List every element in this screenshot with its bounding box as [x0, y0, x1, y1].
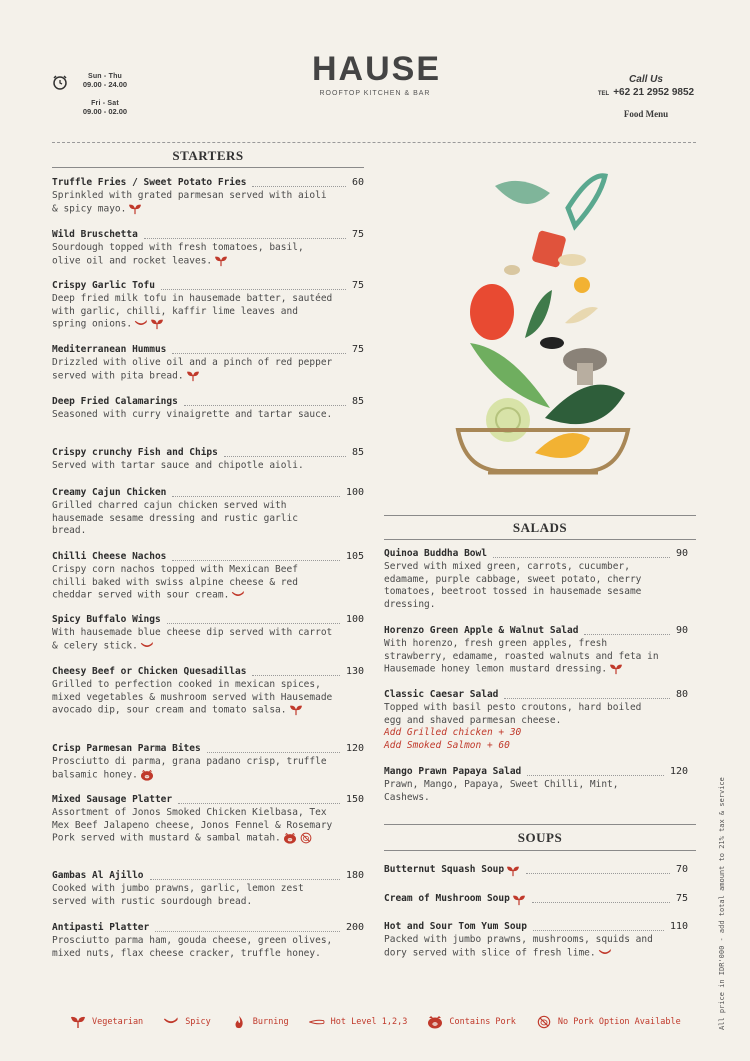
menu-item-name: Creamy Cajun Chicken — [52, 487, 167, 498]
menu-item-description — [52, 935, 364, 961]
menu-item-header — [52, 870, 364, 883]
dot-leader — [224, 456, 346, 457]
menu-item-description — [52, 679, 364, 718]
dot-leader — [144, 238, 346, 239]
pork-icon — [140, 769, 154, 781]
menu-item-description — [52, 409, 364, 422]
menu-item-description — [384, 779, 688, 805]
menu-item-name: Gambas Al Ajillo — [52, 870, 144, 881]
menu-item-name: Spicy Buffalo Wings — [52, 614, 161, 625]
vegetarian-icon — [609, 663, 623, 675]
legend-entry — [68, 1015, 143, 1029]
vegetarian-icon — [150, 318, 164, 330]
menu-item-description — [52, 242, 364, 268]
menu-item-price: 110 — [669, 921, 688, 932]
menu-item-header — [384, 548, 688, 561]
menu-item-price: 90 — [675, 548, 688, 559]
menu-item — [384, 689, 688, 753]
menu-item-price: 60 — [351, 177, 364, 188]
dot-leader — [526, 873, 670, 874]
salad-bowl-illustration — [440, 168, 640, 480]
pork-icon — [283, 832, 297, 844]
spicy-icon — [231, 589, 245, 601]
menu-item-price: 120 — [669, 766, 688, 777]
menu-item-header — [52, 280, 364, 293]
menu-item — [384, 893, 688, 906]
dot-leader — [172, 560, 340, 561]
leaf-shape — [495, 181, 550, 204]
section-title: SALADS — [512, 520, 568, 535]
menu-item — [52, 344, 364, 383]
nopork-icon — [299, 832, 313, 844]
leaf-shape — [525, 290, 552, 338]
menu-item-description-text: With horenzo, fresh green apples, fresh strawberry, edamame, roasted walnuts and feta in Hausemade honey lemon mustard dressing. — [384, 637, 659, 675]
olive-shape — [540, 337, 564, 349]
menu-item — [52, 922, 364, 960]
hotlevel-icon — [309, 1015, 325, 1029]
price-footnote: All price in IDR'000 - add total amount to 21% tax & service — [718, 777, 726, 1030]
menu-item-description — [52, 807, 364, 846]
mango-shape — [535, 433, 590, 458]
vegetarian-icon — [512, 894, 526, 906]
food-menu-label: Food Menu — [623, 109, 669, 119]
dot-leader — [252, 186, 345, 187]
restaurant-logo — [312, 50, 442, 97]
menu-item-name: Mediterranean Hummus — [52, 344, 167, 355]
menu-item — [52, 280, 364, 332]
dietary-legend — [68, 1015, 699, 1029]
menu-item-description-text: Sourdough topped with fresh tomatoes, basil, olive oil and rocket leaves. — [52, 241, 304, 267]
menu-item-price: 75 — [351, 229, 364, 240]
clock-icon — [52, 74, 68, 90]
leaf-shape — [545, 385, 625, 424]
menu-item-name: Mango Prawn Papaya Salad — [384, 766, 522, 777]
menu-item-price: 100 — [345, 487, 364, 498]
legend-entry — [161, 1015, 211, 1029]
menu-item-description — [384, 934, 688, 960]
dot-leader — [527, 775, 664, 776]
menu-item-name: Crispy Garlic Tofu — [52, 280, 155, 291]
menu-item — [52, 396, 364, 422]
menu-item-header — [52, 396, 364, 409]
menu-item-description — [52, 564, 364, 603]
menu-item — [384, 921, 688, 960]
menu-item-price: 200 — [345, 922, 364, 933]
menu-item-description-text: Served with tartar sauce and chipotle aioli. — [52, 459, 304, 471]
menu-item — [52, 794, 364, 846]
menu-item-header — [384, 766, 688, 779]
menu-item-description-text: Topped with basil pesto croutons, hard boiled egg and shaved parmesan cheese. — [384, 701, 642, 726]
menu-item-price: 80 — [675, 689, 688, 700]
menu-item-description-text: Sprinkled with grated parmesan served with aioli & spicy mayo. — [52, 189, 327, 215]
hours-time: 09.00 - 02.00 — [82, 107, 128, 116]
hours-time: 09.00 - 24.00 — [82, 80, 128, 89]
crouton-shape — [558, 254, 586, 266]
menu-item-name: Chilli Cheese Nachos — [52, 551, 167, 562]
menu-item-name: Horenzo Green Apple & Walnut Salad — [384, 625, 579, 636]
menu-item-addon: Add Grilled chicken + 30 — [384, 727, 522, 739]
menu-item-name: Deep Fried Calamarings — [52, 396, 178, 407]
dot-leader — [172, 496, 340, 497]
menu-item-description-text: Prosciutto di parma, grana padano crisp, truffle balsamic honey. — [52, 755, 327, 781]
menu-item-price: 85 — [351, 447, 364, 458]
dot-leader — [167, 623, 340, 624]
menu-item-description — [52, 190, 364, 216]
menu-item-header — [384, 893, 688, 906]
pea-pod-shape — [568, 176, 605, 226]
logo-word: HAUSE — [312, 50, 442, 88]
menu-item-name: Mixed Sausage Platter — [52, 794, 173, 805]
dot-leader — [504, 698, 670, 699]
section-title: STARTERS — [172, 148, 244, 163]
menu-item-price: 90 — [675, 625, 688, 636]
dot-leader — [533, 930, 664, 931]
section-header-starters — [52, 148, 364, 168]
menu-item-description — [52, 293, 364, 332]
vegetarian-icon — [128, 203, 142, 215]
menu-item-description-text: Deep fried milk tofu in hausemade batter, sautéed with garlic, chilli, kaffir lime leaves and spring onions. — [52, 292, 333, 330]
legend-entry — [534, 1015, 681, 1029]
opening-hours — [52, 73, 142, 116]
menu-item-name: Antipasti Platter — [52, 922, 150, 933]
dot-leader — [493, 557, 670, 558]
crouton-shape — [565, 307, 598, 323]
dot-leader — [150, 879, 340, 880]
menu-item-header — [52, 922, 364, 935]
menu-item-addon: Add Smoked Salmon + 60 — [384, 740, 510, 752]
menu-item-description-text: Seasoned with curry vinaigrette and tartar sauce. — [52, 408, 333, 420]
crouton-shape — [504, 265, 520, 275]
menu-item-name: Wild Bruschetta — [52, 229, 138, 240]
nopork-icon — [536, 1015, 552, 1029]
legend-label: Spicy — [185, 1017, 211, 1027]
menu-item-name: Cream of Mushroom Soup — [384, 893, 510, 904]
menu-item-header — [52, 447, 364, 460]
menu-item-price: 105 — [345, 551, 364, 562]
spicy-icon — [598, 947, 612, 959]
menu-item-header — [52, 794, 364, 807]
menu-item-name: Cheesy Beef or Chicken Quesadillas — [52, 666, 247, 677]
menu-item-description — [52, 357, 364, 383]
menu-item-header — [52, 177, 364, 190]
mushroom-stem-shape — [577, 363, 593, 385]
menu-item-description-text: With hausemade blue cheese dip served with carrot & celery stick. — [52, 626, 333, 652]
menu-item-name: Butternut Squash Soup — [384, 864, 505, 875]
tel-prefix: TEL — [597, 91, 610, 97]
menu-item-header — [52, 743, 364, 756]
menu-item-name: Classic Caesar Salad — [384, 689, 499, 700]
burning-icon — [231, 1015, 247, 1029]
menu-item-name: Truffle Fries / Sweet Potato Fries — [52, 177, 247, 188]
spicy-icon — [163, 1015, 179, 1029]
dot-leader — [155, 931, 340, 932]
menu-item — [52, 614, 364, 653]
menu-item-price: 120 — [345, 743, 364, 754]
menu-item-name: Quinoa Buddha Bowl — [384, 548, 487, 559]
menu-item-description-text: Packed with jumbo prawns, mushrooms, squids and dory served with slice of fresh lime. — [384, 933, 653, 959]
legend-label: Contains Pork — [449, 1017, 516, 1027]
section-header-salads — [384, 515, 696, 540]
menu-item-header — [52, 551, 364, 564]
spicy-icon — [140, 640, 154, 652]
menu-item-description — [52, 460, 364, 473]
menu-item-header — [52, 229, 364, 242]
menu-item-description — [384, 561, 688, 612]
menu-item-description-text: Crispy corn nachos topped with Mexican Beef chilli baked with swiss alpine cheese & red cheddar served with sour cream. — [52, 563, 298, 601]
pork-icon — [427, 1015, 443, 1029]
menu-item-price: 150 — [345, 794, 364, 805]
menu-item-header — [52, 614, 364, 627]
legend-label: Hot Level 1,2,3 — [330, 1017, 408, 1027]
dot-leader — [532, 902, 670, 903]
menu-item — [52, 551, 364, 603]
menu-item-price: 70 — [675, 864, 688, 875]
menu-item-header — [384, 625, 688, 638]
vegetarian-icon — [186, 370, 200, 382]
dot-leader — [207, 752, 340, 753]
vegetarian-icon — [289, 704, 303, 716]
menu-item-description-text: Grilled to perfection cooked in mexican spices, mixed vegetables & mushroom served with Hausemade avocado dip, sour cream and tomato salsa. — [52, 678, 333, 716]
corn-shape — [574, 277, 590, 293]
legend-label: No Pork Option Available — [557, 1017, 681, 1027]
menu-item-description — [384, 638, 688, 677]
menu-item-price: 75 — [351, 280, 364, 291]
section-title: SOUPS — [517, 830, 563, 845]
menu-item-price: 75 — [351, 344, 364, 355]
menu-item — [52, 666, 364, 718]
hours-days: Sun - Thu — [87, 73, 123, 80]
legend-entry — [229, 1015, 289, 1029]
dot-leader — [178, 803, 340, 804]
menu-item-description-text: Grilled charred cajun chicken served with hausemade sesame dressing and rustic garlic bread. — [52, 499, 298, 537]
menu-item-price: 100 — [345, 614, 364, 625]
dot-leader — [161, 289, 346, 290]
menu-item — [52, 177, 364, 216]
dot-leader — [184, 405, 346, 406]
hours-days: Fri - Sat — [91, 100, 119, 107]
menu-item-name: Crisp Parmesan Parma Bites — [52, 743, 201, 754]
menu-item-description — [52, 627, 364, 653]
vegetarian-icon — [506, 865, 520, 877]
legend-label: Burning — [252, 1017, 289, 1027]
menu-item-name: Crispy crunchy Fish and Chips — [52, 447, 218, 458]
menu-item-header — [384, 864, 688, 877]
menu-item-header — [52, 344, 364, 357]
menu-item-price: 75 — [675, 893, 688, 904]
dot-leader — [252, 675, 339, 676]
menu-item-header — [384, 921, 688, 934]
legend-label: Vegetarian — [92, 1017, 144, 1027]
spicy-icon — [134, 318, 148, 330]
phone-number — [582, 87, 710, 98]
menu-item-description-text: Prosciutto parma ham, gouda cheese, green olives, mixed nuts, flax cheese cracker, truffle honey. — [52, 934, 333, 959]
menu-item-description-text: Served with mixed green, carrots, cucumber, edamame, purple cabbage, sweet potato, cherry tomatoes, beetroot tossed in hausemade sesame dressing. — [384, 560, 642, 611]
menu-item — [52, 229, 364, 268]
legend-entry — [307, 1015, 408, 1029]
menu-item — [52, 743, 364, 782]
vegetarian-icon — [70, 1015, 86, 1029]
header-divider — [52, 142, 696, 143]
menu-item — [52, 447, 364, 473]
menu-item-description — [384, 702, 688, 728]
menu-item-header — [52, 487, 364, 500]
menu-item-price: 85 — [351, 396, 364, 407]
menu-item-description-text: Prawn, Mango, Papaya, Sweet Chilli, Mint, Cashews. — [384, 778, 619, 803]
menu-item-description — [52, 756, 364, 782]
menu-item — [384, 548, 688, 612]
dot-leader — [584, 634, 669, 635]
menu-item — [52, 487, 364, 538]
dot-leader — [172, 353, 346, 354]
section-header-soups — [384, 824, 696, 851]
menu-item-description — [52, 500, 364, 538]
hours-block-weekday — [74, 73, 136, 89]
menu-item-description-text: Cooked with jumbo prawns, garlic, lemon zest served with rustic sourdough bread. — [52, 882, 304, 907]
menu-item-price: 180 — [345, 870, 364, 881]
cucumber-shape — [486, 398, 530, 442]
menu-item-name: Hot and Sour Tom Yum Soup — [384, 921, 527, 932]
tomato-shape — [470, 284, 514, 340]
legend-entry — [425, 1015, 516, 1029]
menu-item — [52, 870, 364, 908]
contact-block — [582, 74, 710, 119]
menu-item — [384, 766, 688, 804]
vegetarian-icon — [214, 255, 228, 267]
menu-item-description-text: Drizzled with olive oil and a pinch of red pepper served with pita bread. — [52, 356, 333, 382]
menu-item — [384, 625, 688, 677]
menu-item-description — [52, 883, 364, 909]
menu-item-description-text: Assortment of Jonos Smoked Chicken Kielbasa, Tex Mex Beef Jalapeno cheese, Jonos Fennel & Rosemary Pork served with mustard & sambal matah. — [52, 806, 333, 844]
logo-subtitle: ROOFTOP KITCHEN & BAR — [319, 90, 431, 97]
menu-item-header — [52, 666, 364, 679]
menu-item-price: 130 — [345, 666, 364, 677]
menu-item — [384, 864, 688, 877]
hours-block-weekend — [74, 100, 136, 116]
menu-item-header — [384, 689, 688, 702]
call-us-label: Call Us — [629, 74, 663, 85]
phone-value: +62 21 2952 9852 — [613, 87, 695, 98]
